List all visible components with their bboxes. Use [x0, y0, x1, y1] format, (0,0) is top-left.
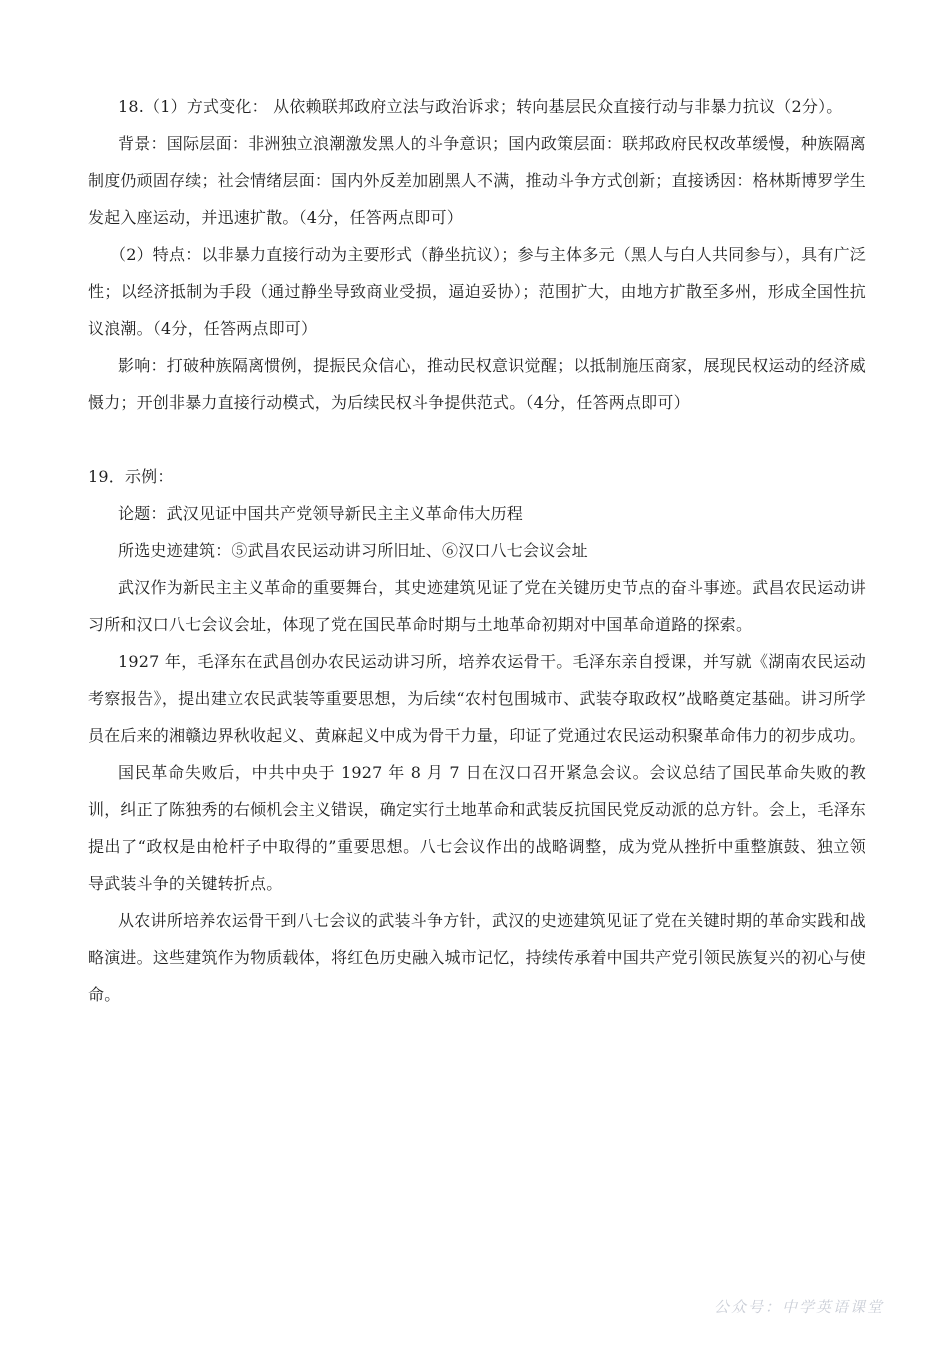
- section-gap: [88, 421, 866, 458]
- q19-selected-sites: 所选史迹建筑：⑤武昌农民运动讲习所旧址、⑥汉口八七会议会址: [118, 541, 588, 560]
- q18-method-change: 18.（1）方式变化： 从依赖联邦政府立法与政治诉求；转向基层民众直接行动与非暴力抗议（2分）。: [118, 97, 843, 116]
- answer-content: [88, 88, 866, 1013]
- q19-peasant-institute: 1927 年，毛泽东在武昌创办农民运动讲习所，培养农运骨干。毛泽东亲自授课，并写就《湖南农民运动考察报告》，提出建立农民武装等重要思想，为后续“农村包围城市、武装夺取政权”战略奠定基础。讲习所学员在后来的湘赣边界秋收起义、黄麻起义中成为骨干力量，印证了党通过农民运动积聚革命伟力的初步成功。: [88, 652, 866, 745]
- q19-thesis: 论题：武汉见证中国共产党领导新民主主义革命伟大历程: [118, 504, 524, 523]
- q19-conclusion: 从农讲所培养农运骨干到八七会议的武装斗争方针，武汉的史迹建筑见证了党在关键时期的革命实践和战略演进。这些建筑作为物质载体，将红色历史融入城市记忆，持续传承着中国共产党引领民族复兴的初心与使命。: [88, 911, 866, 1004]
- q19-heading: 19．示例：: [88, 467, 174, 486]
- q19-intro: 武汉作为新民主主义革命的重要舞台，其史迹建筑见证了党在关键历史节点的奋斗事迹。武昌农民运动讲习所和汉口八七会议会址，体现了党在国民革命时期与土地革命初期对中国革命道路的探索。: [88, 578, 866, 634]
- watermark: 公众号：中学英语课堂: [713, 1298, 884, 1316]
- q18-background: 背景：国际层面：非洲独立浪潮激发黑人的斗争意识；国内政策层面：联邦政府民权改革缓慢，种族隔离制度仍顽固存续；社会情绪层面：国内外反差加剧黑人不满，推动斗争方式创新；直接诱因：格林斯博罗学生发起入座运动，并迅速扩散。（4分，任答两点即可）: [88, 134, 866, 227]
- q19-august7-meeting: 国民革命失败后，中共中央于 1927 年 8 月 7 日在汉口召开紧急会议。会议总结了国民革命失败的教训，纠正了陈独秀的右倾机会主义错误，确定实行土地革命和武装反抗国民党反动派的总方针。会上，毛泽东提出了“政权是由枪杆子中取得的”重要思想。八七会议作出的战略调整，成为党从挫折中重整旗鼓、独立领导武装斗争的关键转折点。: [88, 763, 866, 893]
- q18-features: （2）特点：以非暴力直接行动为主要形式（静坐抗议）；参与主体多元（黑人与白人共同参与），具有广泛性；以经济抵制为手段（通过静坐导致商业受损，逼迫妥协）；范围扩大，由地方扩散至多州，形成全国性抗议浪潮。（4分，任答两点即可）: [88, 245, 866, 338]
- q18-impact: 影响：打破种族隔离惯例，提振民众信心，推动民权意识觉醒；以抵制施压商家，展现民权运动的经济威慑力；开创非暴力直接行动模式，为后续民权斗争提供范式。（4分，任答两点即可）: [88, 356, 866, 412]
